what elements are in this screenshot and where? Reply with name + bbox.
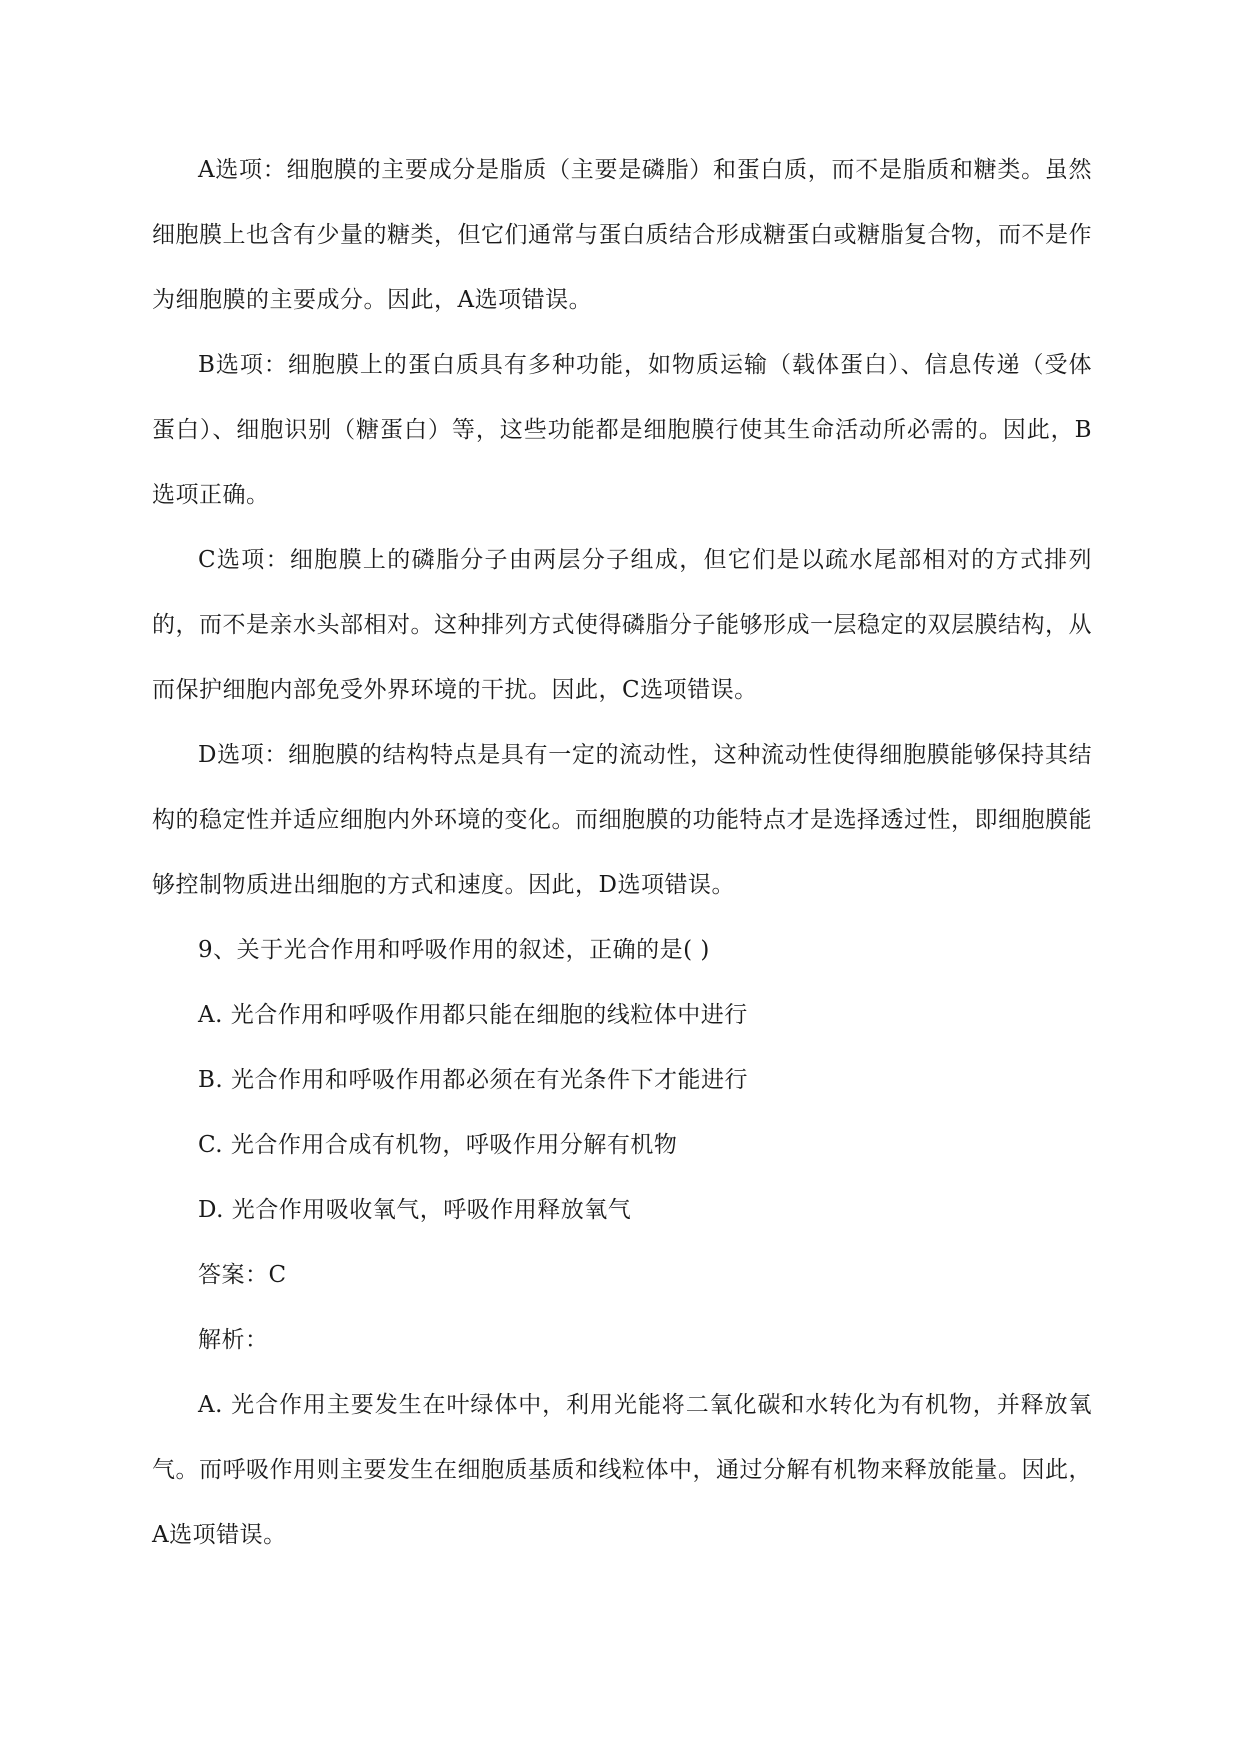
- question-stem: 9、关于光合作用和呼吸作用的叙述，正确的是( ): [198, 937, 710, 963]
- explanation-option-c: C选项：细胞膜上的磷脂分子由两层分子组成，但它们是以疏水尾部相对的方式排列的，而不是亲水头部相对。这种排列方式使得磷脂分子能够形成一层稳定的双层膜结构，从而保护细胞内部免受外界环境的干扰。因此，C选项错误。: [152, 547, 1092, 703]
- analysis-label: 解析：: [198, 1327, 269, 1353]
- explanation-option-a: A选项：细胞膜的主要成分是脂质（主要是磷脂）和蛋白质，而不是脂质和糖类。虽然细胞膜上也含有少量的糖类，但它们通常与蛋白质结合形成糖蛋白或糖脂复合物，而不是作为细胞膜的主要成分。因此，A选项错误。: [152, 157, 1092, 313]
- question-option-d: D. 光合作用吸收氧气，呼吸作用释放氧气: [198, 1197, 632, 1223]
- question-option-b: B. 光合作用和呼吸作用都必须在有光条件下才能进行: [198, 1067, 749, 1093]
- page-content: [152, 138, 1092, 1568]
- answer-line: 答案：C: [198, 1262, 287, 1288]
- question-option-c: C. 光合作用合成有机物，呼吸作用分解有机物: [198, 1132, 678, 1158]
- question-option-a: A. 光合作用和呼吸作用都只能在细胞的线粒体中进行: [198, 1002, 748, 1028]
- explanation-option-d: D选项：细胞膜的结构特点是具有一定的流动性，这种流动性使得细胞膜能够保持其结构的稳定性并适应细胞内外环境的变化。而细胞膜的功能特点才是选择透过性，即细胞膜能够控制物质进出细胞的方式和速度。因此，D选项错误。: [152, 742, 1092, 898]
- analysis-option-a: A. 光合作用主要发生在叶绿体中，利用光能将二氧化碳和水转化为有机物，并释放氧气。而呼吸作用则主要发生在细胞质基质和线粒体中，通过分解有机物来释放能量。因此，A选项错误。: [152, 1392, 1092, 1548]
- explanation-option-b: B选项：细胞膜上的蛋白质具有多种功能，如物质运输（载体蛋白）、信息传递（受体蛋白）、细胞识别（糖蛋白）等，这些功能都是细胞膜行使其生命活动所必需的。因此，B选项正确。: [152, 352, 1092, 508]
